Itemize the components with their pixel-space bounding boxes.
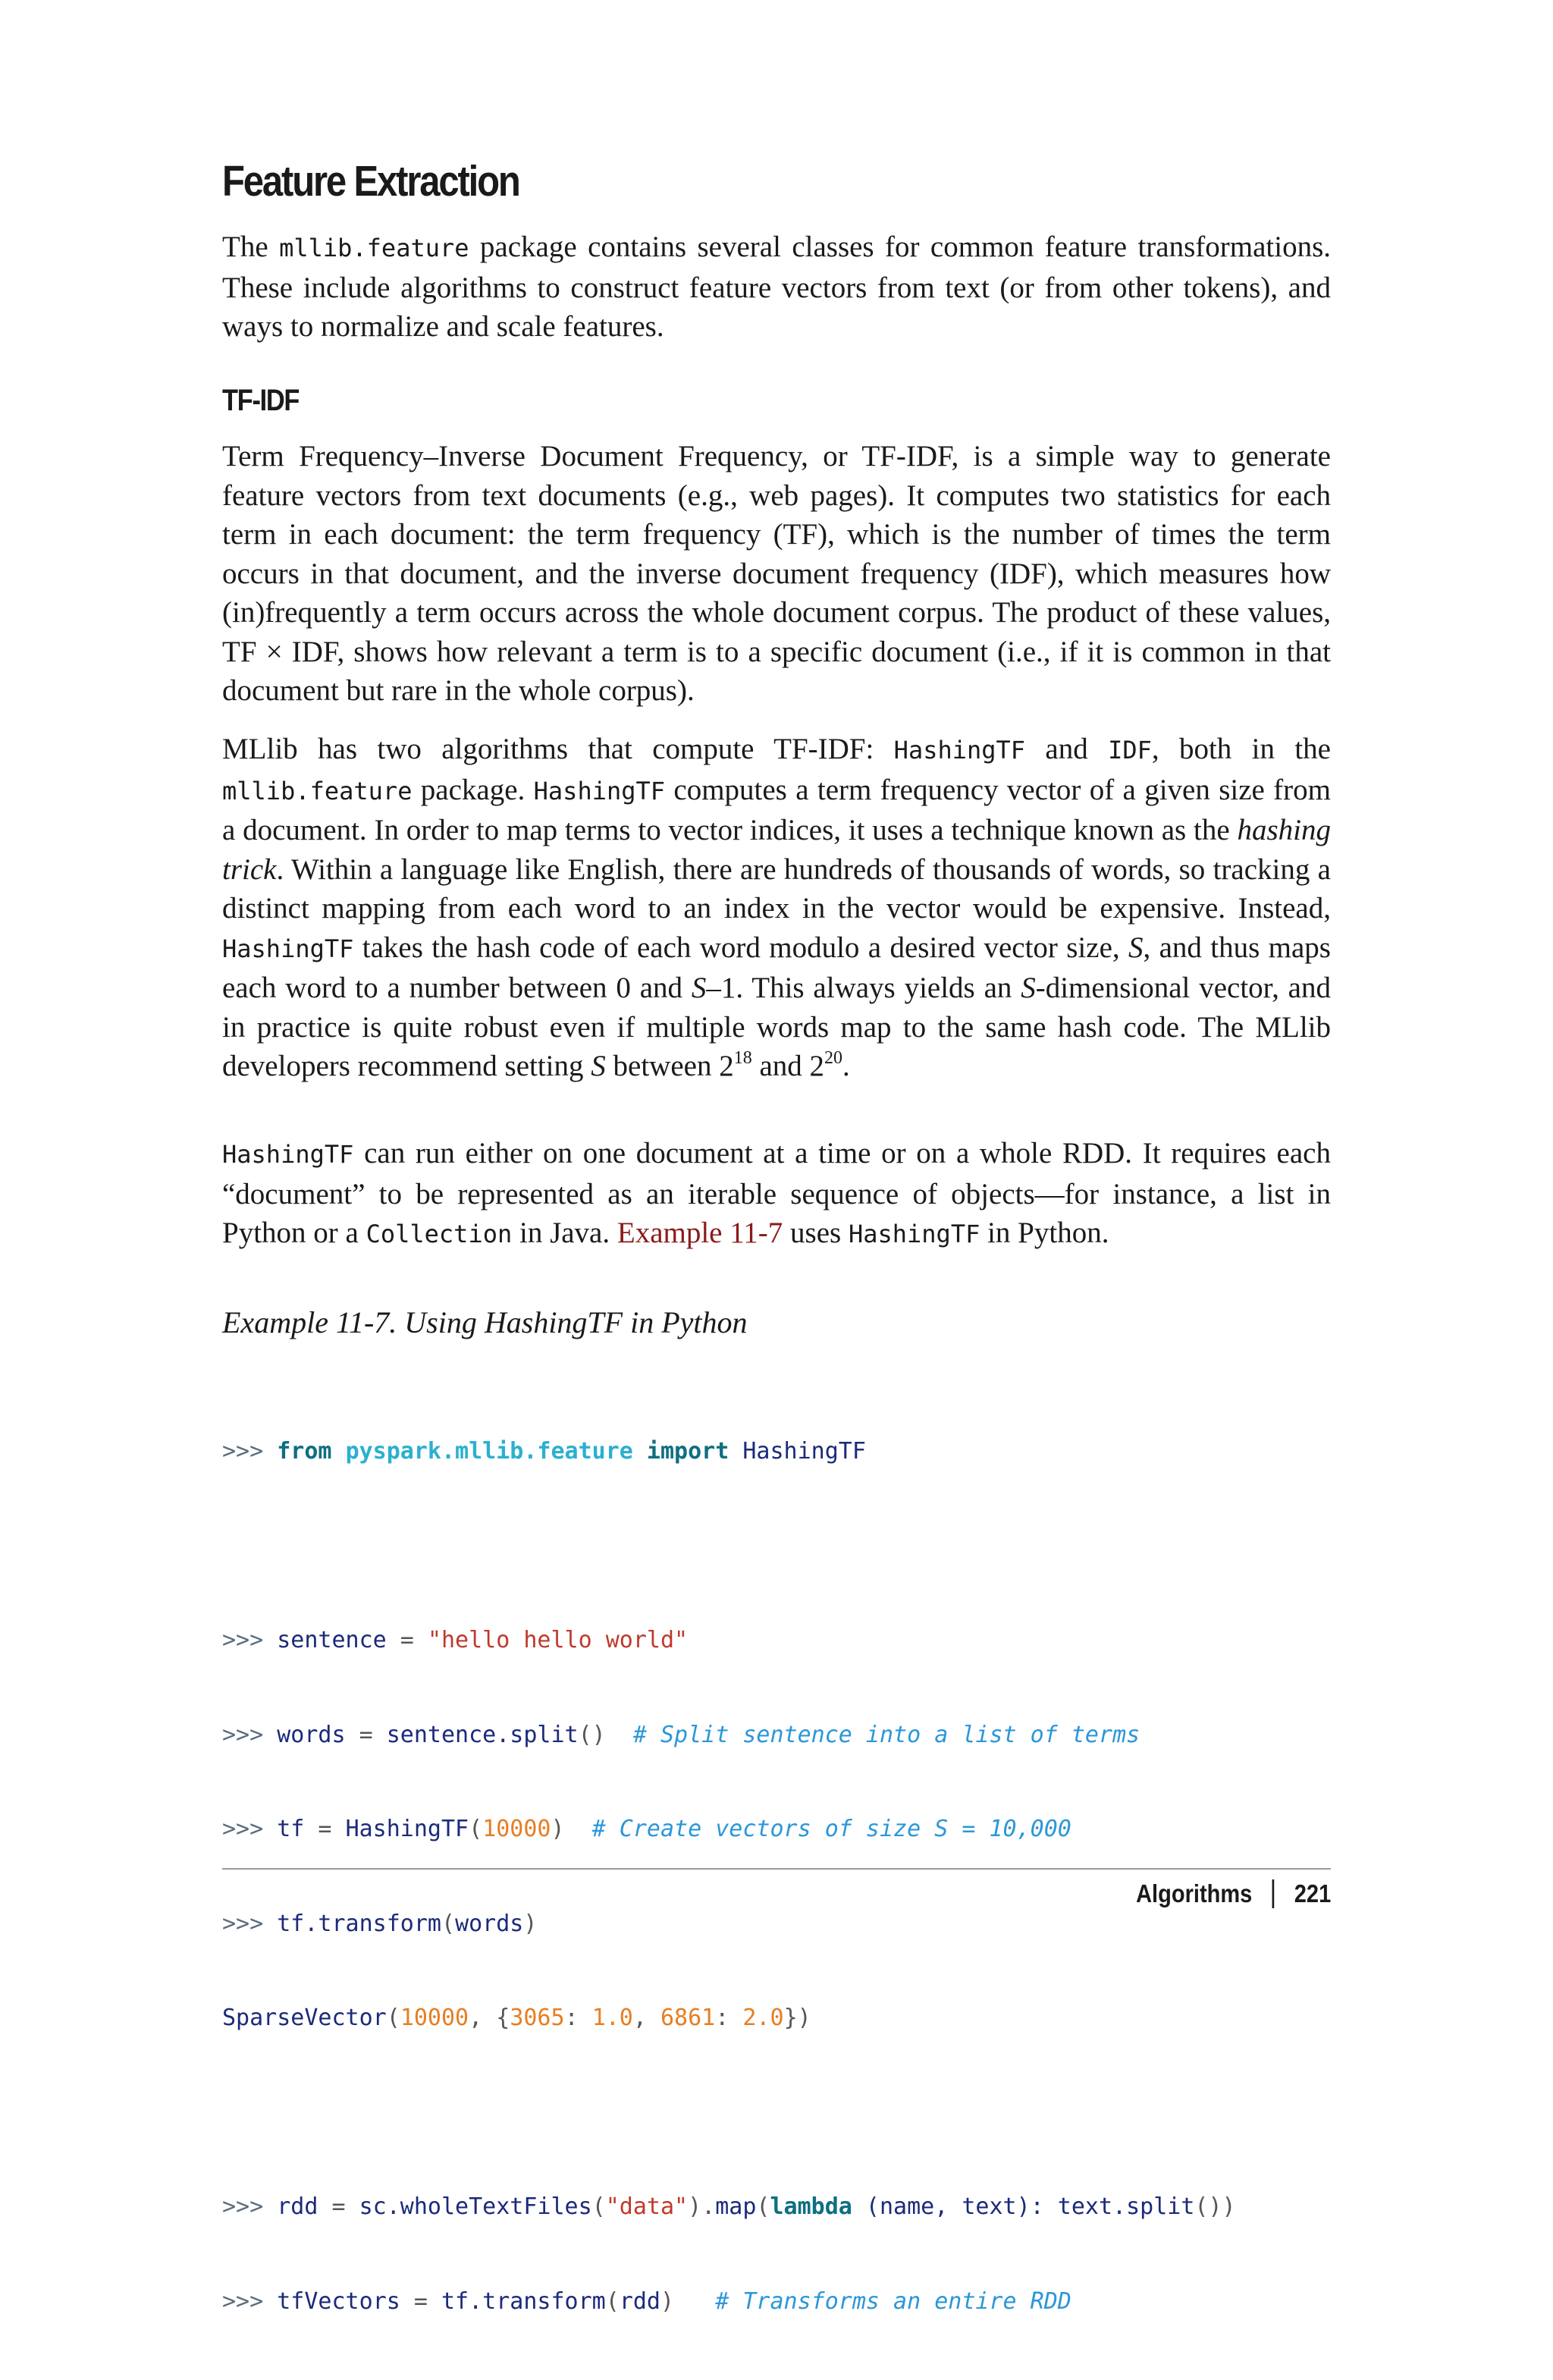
code-line-3: >>> words = sentence.split() # Split sentence into a list of terms (222, 1721, 1140, 1748)
hashing-text: in Python. (980, 1217, 1109, 1249)
mllib-text: . Within a language like English, there are hundreds of thousands of words, so tracking a distinct mapping from each word to an index in the vector would be expensive. Instead, (222, 852, 1331, 925)
inline-code-collection: Collection (366, 1220, 513, 1248)
code-line-7: >>> rdd = sc.wholeTextFiles("data").map(lambda (name, text): text.split()) (222, 2193, 1236, 2220)
mllib-text: between 2 (605, 1050, 734, 1082)
variable-s: S (691, 972, 707, 1004)
mllib-text: and (1025, 733, 1109, 765)
inline-code-idf: IDF (1108, 736, 1152, 765)
example-11-7-link[interactable]: Example 11-7 (616, 1217, 783, 1249)
hashing-text: can run either on one document at a time or on a whole RDD. It requires each “document” to be represented as an iterable sequence of objects—for instance, a list in Python or a (222, 1137, 1331, 1249)
code-line-2: >>> sentence = "hello hello world" (222, 1627, 689, 1653)
example-caption: Example 11-7. Using HashingTF in Python (222, 1305, 748, 1339)
inline-code-mllib-feature: mllib.feature (222, 776, 413, 805)
code-line-blank (222, 1531, 1236, 1562)
variable-s: S (1021, 972, 1036, 1004)
code-line-8: >>> tfVectors = tf.transform(rdd) # Transforms an entire RDD (222, 2287, 1071, 2315)
page-number: 221 (1294, 1879, 1331, 1907)
inline-code-hashingtf: HashingTF (893, 736, 1026, 765)
inline-code-hashingtf: HashingTF (222, 1140, 354, 1169)
hashing-text: uses (783, 1217, 849, 1249)
intro-text-2: package contains several classes for common feature transformations. These include algorithms to construct feature vectors from text (or from other tokens), and ways to normalize and scale features. (222, 231, 1331, 343)
footer-separator (1272, 1879, 1275, 1908)
mllib-text: MLlib has two algorithms that compute TF-IDF: (222, 733, 894, 765)
page-footer (1136, 1879, 1331, 1908)
mllib-text: package. (412, 773, 534, 806)
mllib-text: takes the hash code of each word modulo a desired vector size, (353, 931, 1128, 964)
mllib-text: computes a term frequency vector of a given size from a document. In order to map terms to vector indices, it uses a technique known as the (222, 773, 1331, 846)
mllib-text: –1. This always yields an (706, 972, 1021, 1004)
code-example (222, 1373, 1236, 2380)
exponent-20: 20 (824, 1048, 843, 1068)
inline-code-hashingtf: HashingTF (848, 1220, 980, 1248)
inline-code-hashingtf: HashingTF (533, 776, 666, 805)
emphasis-hashing-trick: hashing trick (222, 814, 1331, 886)
mllib-paragraph (222, 730, 1331, 1086)
section-title: Feature Extraction (222, 157, 519, 206)
footer-section-name: Algorithms (1135, 1879, 1253, 1907)
subsection-title: TF-IDF (222, 384, 300, 417)
variable-s: S (591, 1050, 606, 1082)
code-line-1: >>> from pyspark.mllib.feature import HashingTF (222, 1438, 866, 1465)
code-line-5: >>> tf.transform(words) (222, 1910, 538, 1937)
inline-code-mllib-feature: mllib.feature (279, 234, 469, 262)
code-line-4: >>> tf = HashingTF(10000) # Create vectors of size S = 10,000 (222, 1816, 1071, 1842)
code-line-blank (222, 2097, 1236, 2129)
code-line-6: SparseVector(10000, {3065: 1.0, 6861: 2.0}) (222, 2005, 811, 2031)
hashing-text: in Java. (512, 1217, 617, 1249)
mllib-text: -dimensional vector, and in practice is quite robust even if multiple words map to the same hash code. The MLlib developers recommend setting (222, 972, 1331, 1082)
mllib-text: . (842, 1050, 850, 1082)
variable-s: S (1128, 931, 1144, 964)
intro-paragraph (222, 228, 1331, 347)
book-page (222, 0, 1331, 2315)
inline-code-hashingtf: HashingTF (222, 934, 354, 963)
hashingtf-paragraph (222, 1134, 1331, 1254)
footer-divider (222, 1868, 1331, 1870)
mllib-text: , and thus maps each word to a number between 0 and (222, 931, 1331, 1004)
mllib-text: and 2 (751, 1050, 825, 1082)
mllib-text: , both in the (1151, 733, 1331, 765)
intro-text-1: The (222, 231, 280, 263)
tfidf-paragraph: Term Frequency–Inverse Document Frequency, or TF-IDF, is a simple way to generate feature vectors from text documents (e.g., web pages). It computes two statistics for each term in each document: the term frequency (TF), which is the number of times the term occurs in that document, and the inverse document frequency (IDF), which measures how (in)frequently a term occurs across the whole document corpus. The product of these values, TF × IDF, shows how relevant a term is to a specific document (i.e., if it is common in that document but rare in the whole corpus). (222, 440, 1331, 707)
exponent-18: 18 (733, 1048, 752, 1068)
